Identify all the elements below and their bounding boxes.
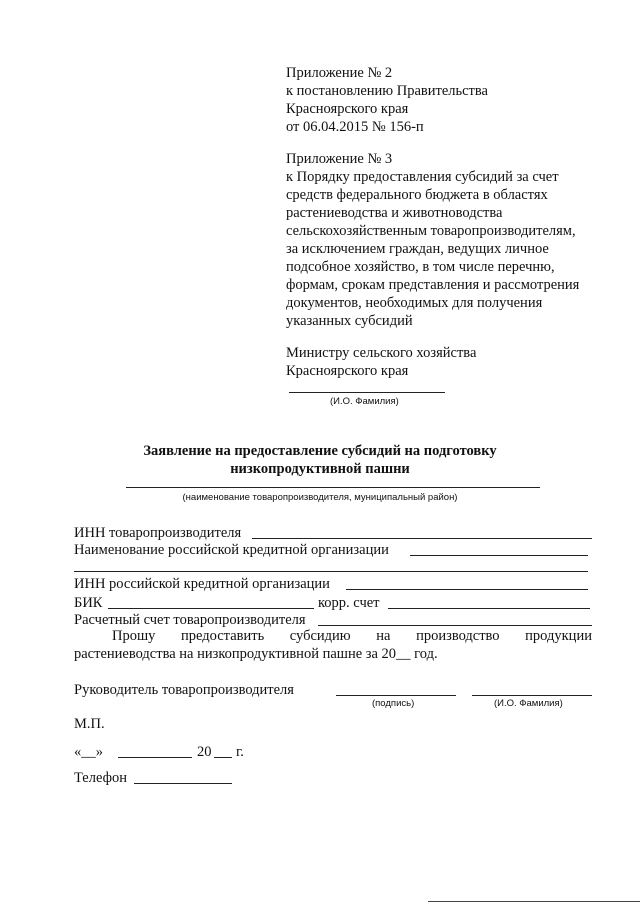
appendix-line: к Порядку предоставления субсидий за счет [286, 169, 559, 185]
appendix-line: к постановлению Правительства [286, 83, 488, 99]
addressee-line: Министру сельского хозяйства [286, 345, 477, 361]
title-line: низкопродуктивной пашни [230, 461, 410, 477]
appendix-line: Приложение № 3 [286, 151, 393, 167]
bank-inn-label: ИНН российской кредитной организации [74, 576, 330, 592]
request-line-1 [112, 627, 592, 645]
appendix-line: средств федерального бюджета в областях [286, 187, 548, 203]
appendix-line: подсобное хозяйство, в том числе перечню, [286, 259, 555, 275]
appendix-line: Приложение № 2 [286, 65, 393, 81]
inn-producer-field[interactable] [252, 538, 592, 539]
date-month-field[interactable] [118, 757, 192, 758]
request-word: производство [416, 628, 500, 644]
appendix-line: формам, срокам представления и рассмотрения [286, 277, 580, 293]
appendix-line: Красноярского края [286, 101, 409, 117]
request-word: на [376, 628, 391, 644]
appendix-3-block [286, 150, 579, 330]
request-word: Прошу [112, 628, 156, 644]
producer-name-line[interactable] [126, 487, 540, 488]
appendix-line: за исключением граждан, ведущих личное [286, 241, 549, 257]
head-name-field[interactable] [472, 695, 592, 696]
settlement-account-label: Расчетный счет товаропроизводителя [74, 612, 306, 628]
head-label: Руководитель товаропроизводителя [74, 682, 294, 698]
title-line: Заявление на предоставление субсидий на подготовку [143, 443, 497, 459]
request-word: предоставить [181, 628, 265, 644]
producer-caption: (наименование товаропроизводителя, муниципальный район) [182, 492, 458, 503]
bik-label: БИК [74, 595, 103, 611]
head-signature-field[interactable] [336, 695, 456, 696]
bank-name-field-continued[interactable] [74, 571, 588, 572]
request-line-2: растениеводства на низкопродуктивной пашне за 20__ год. [74, 646, 438, 662]
scan-edge-mark [428, 901, 640, 902]
phone-label: Телефон [74, 770, 127, 786]
addressee-line: Красноярского края [286, 363, 409, 379]
bank-name-field[interactable] [410, 555, 588, 556]
appendix-line: документов, необходимых для получения [286, 295, 543, 311]
appendix-2-block [286, 64, 488, 136]
appendix-line: растениеводства и животноводства [286, 205, 503, 221]
minister-signature-line[interactable] [289, 392, 445, 393]
date-year-field[interactable] [214, 757, 232, 758]
minister-name-caption: (И.О. Фамилия) [330, 396, 399, 407]
name-caption: (И.О. Фамилия) [494, 698, 563, 709]
bank-name-label: Наименование российской кредитной организации [74, 542, 389, 558]
stamp-label: М.П. [74, 716, 105, 732]
request-word: субсидию [289, 628, 351, 644]
addressee-block [286, 344, 476, 380]
phone-field[interactable] [134, 783, 232, 784]
appendix-line: от 06.04.2015 № 156-п [286, 119, 424, 135]
appendix-line: указанных субсидий [286, 313, 413, 329]
bank-inn-field[interactable] [346, 589, 588, 590]
date-year-prefix: 20 [197, 744, 212, 760]
settlement-account-field[interactable] [318, 625, 592, 626]
corr-account-field[interactable] [388, 608, 590, 609]
document-title [0, 442, 640, 478]
corr-account-label: корр. счет [318, 595, 380, 611]
date-day: «__» [74, 744, 103, 760]
appendix-line: сельскохозяйственным товаропроизводителям, [286, 223, 576, 239]
bik-field[interactable] [108, 608, 314, 609]
signature-caption: (подпись) [372, 698, 415, 709]
inn-producer-label: ИНН товаропроизводителя [74, 525, 242, 541]
request-word: продукции [525, 628, 592, 644]
date-suffix: г. [236, 744, 244, 760]
